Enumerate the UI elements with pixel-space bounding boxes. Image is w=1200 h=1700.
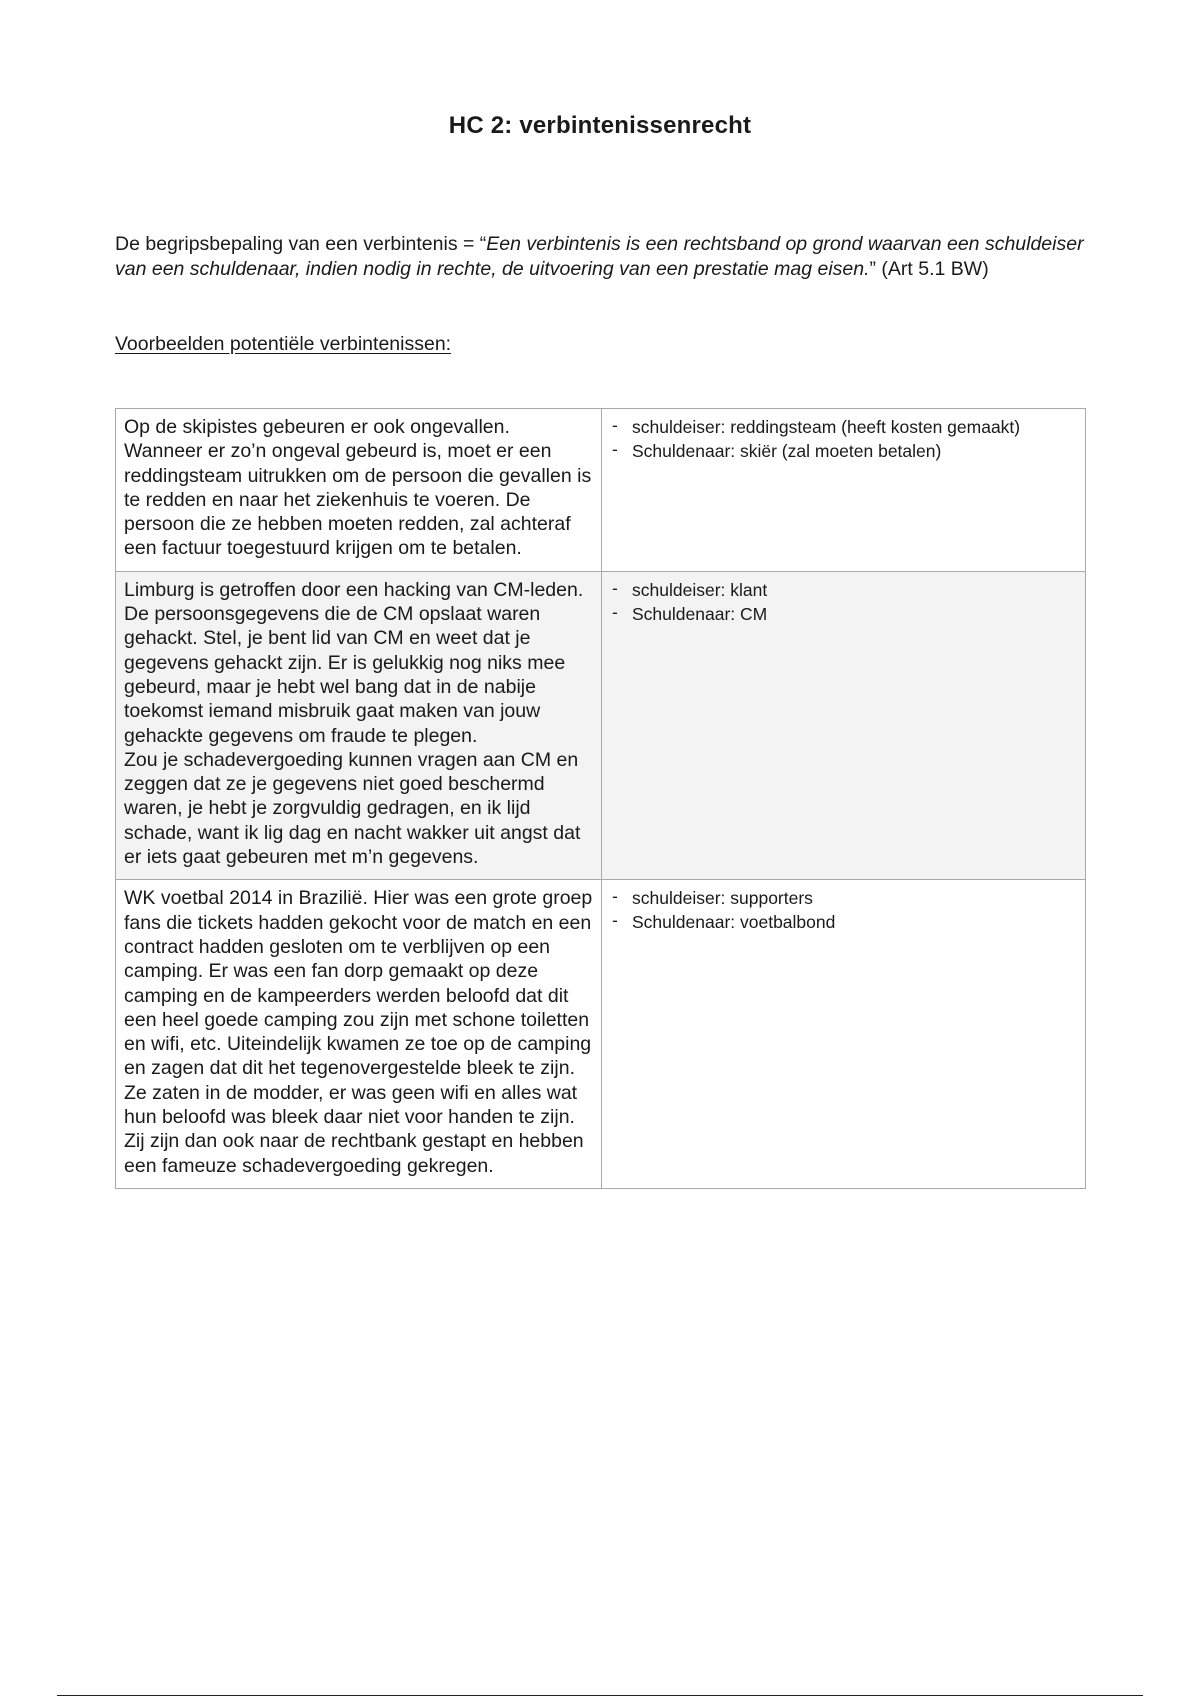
definition-lead: De begripsbepaling van een verbintenis = “: [115, 233, 487, 255]
example-parties-cell: [602, 409, 1086, 572]
creditor-item: - schuldeiser: klant: [610, 578, 1077, 602]
debtor-item: - Schuldenaar: voetbalbond: [610, 910, 1077, 934]
examples-table: [115, 408, 1086, 1189]
parties-list: [610, 415, 1077, 463]
definition-paragraph: [115, 232, 1095, 282]
table-row: [116, 409, 1086, 572]
table-row: [116, 571, 1086, 880]
definition-citation: ” (Art 5.1 BW): [869, 258, 989, 280]
debtor-item: - Schuldenaar: skiër (zal moeten betalen): [610, 439, 1077, 463]
example-description: Op de skipistes gebeuren er ook ongevallen. Wanneer er zo’n ongeval gebeurd is, moet er een reddingsteam uitrukken om de persoon die gevallen is te redden en naar het ziekenhuis te voeren. De persoon die ze hebben moeten redden, zal achteraf een factuur toegestuurd krijgen om te betalen.: [124, 416, 592, 560]
parties-list: [610, 578, 1077, 626]
debtor-item: - Schuldenaar: CM: [610, 602, 1077, 626]
table-row: [116, 880, 1086, 1189]
creditor-item: - schuldeiser: supporters: [610, 886, 1077, 910]
example-description: WK voetbal 2014 in Brazilië. Hier was een grote groep fans die tickets hadden gekocht voor de match en een contract hadden gesloten om te verblijven op een camping. Er was een fan dorp gemaakt op deze camping en de kampeerders werden beloofd dat dit een heel goede camping zou zijn met schone toiletten en wifi, etc. Uiteindelijk kwamen ze toe op de camping en zagen dat dit het tegenovergestelde bleek te zijn. Ze zaten in de modder, er was geen wifi en alles wat hun beloofd was bleek daar niet voor handen te zijn. Zij zijn dan ook naar de rechtbank gestapt en hebben een fameuze schadevergoeding gekregen.: [124, 887, 593, 1177]
document-title: HC 2: verbintenissenrecht: [448, 112, 752, 139]
example-description-cell: [116, 571, 602, 880]
example-description-continued: Zou je schadevergoeding kunnen vragen aan CM en zeggen dat ze je gegevens niet goed beschermd waren, je hebt je zorgvuldig gedragen, en ik lijd schade, want ik lig dag en nacht wakker uit angst dat er iets gaat gebeuren met m’n gegevens.: [124, 748, 581, 869]
examples-heading: Voorbeelden potentiële verbintenissen:: [115, 333, 452, 355]
definition-quote: Een verbintenis is een rechtsband op grond waarvan een schuldeiser van een schuldenaar, indien nodig in rechte, de uitvoering van een prestatie mag eisen.: [115, 233, 1084, 280]
parties-list: [610, 886, 1077, 934]
creditor-item: - schuldeiser: reddingsteam (heeft kosten gemaakt): [610, 415, 1077, 439]
footer-divider: [57, 1695, 1143, 1696]
example-parties-cell: [602, 571, 1086, 880]
example-description-cell: [116, 409, 602, 572]
example-description: Limburg is getroffen door een hacking van CM-leden. De persoonsgegevens die de CM opslaat waren gehackt. Stel, je bent lid van CM en weet dat je gegevens gehackt zijn. Er is gelukkig nog niks mee gebeurd, maar je hebt wel bang dat in de nabije toekomst iemand misbruik gaat maken van jouw gehackte gegevens om fraude te plegen.: [124, 578, 584, 747]
example-description-cell: [116, 880, 602, 1189]
example-parties-cell: [602, 880, 1086, 1189]
